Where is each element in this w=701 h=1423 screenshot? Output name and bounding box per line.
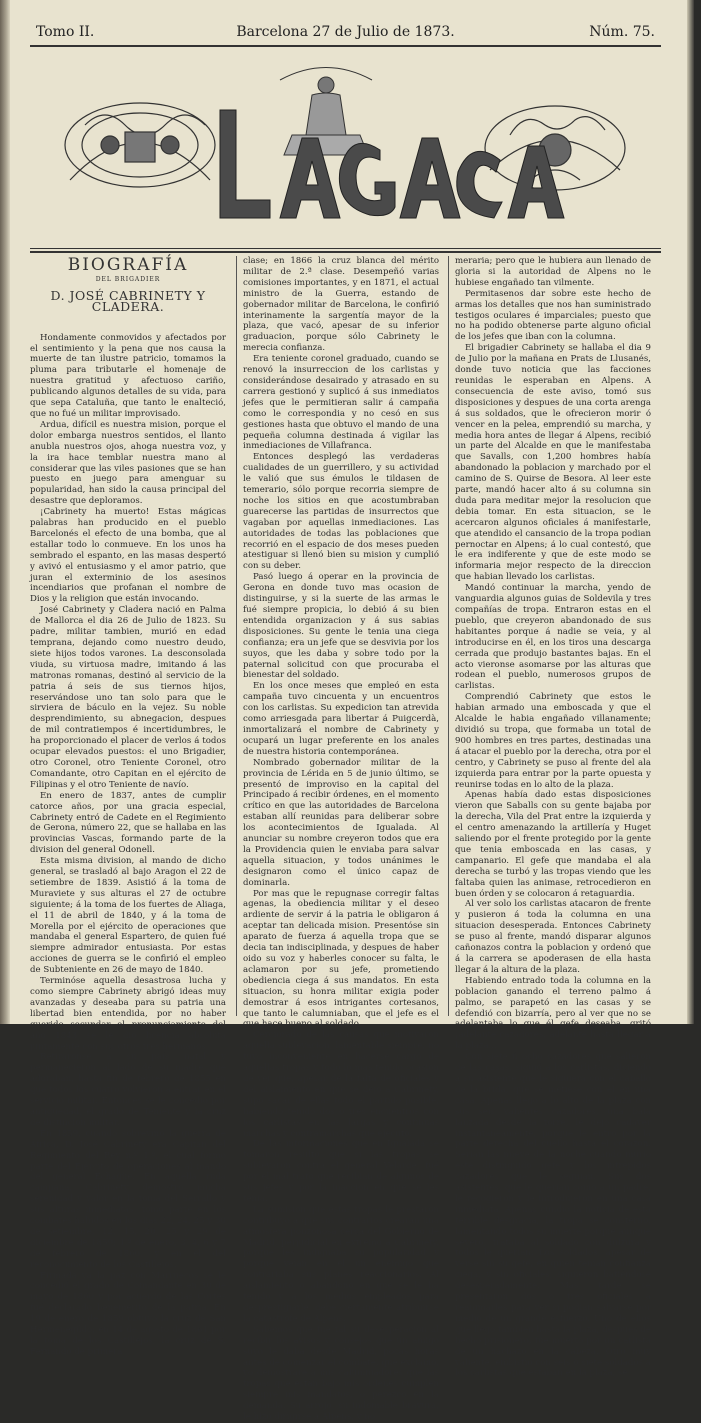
book-spine bbox=[0, 0, 10, 1024]
column-divider bbox=[448, 256, 449, 1016]
masthead-rule-thick bbox=[30, 251, 661, 253]
paragraph: En los once meses que empleó en esta campaña tuvo cincuenta y un encuentros con los carlistas. Su expedicion tan atrevida como arriesgada para libertar á Puigcerdà, inmortalizará el nombre de Cabrinety y ocupará un lugar preferente en los anales de nuestra historia contemporánea. bbox=[243, 681, 439, 757]
volume-label: Tomo II. bbox=[36, 24, 95, 40]
paragraph: ¡Cabrinety ha muerto! Estas mágicas palabras han producido en el pueblo Barcelonés el efecto de una bomba, que al estallar todo lo conmueve. En los unos ha sembrado el espanto, en las masas despertó y avivó el entusiasmo y el amor patrio, que juran el exterminio de los asesinos incendiarios que profanan el nombre de Dios y la religion que están invocando. bbox=[30, 507, 226, 605]
left-emblem-icon bbox=[65, 103, 215, 187]
masthead-rule bbox=[30, 248, 661, 249]
article-column-2 bbox=[243, 256, 439, 1423]
paragraph: Permitasenos dar sobre este hecho de armas los detalles que nos han suministrado testigos oculares é imparciales; puesto que no ha podido obtenerse parte alguno oficial de los jefes que iban con la columna. bbox=[455, 288, 651, 343]
masthead bbox=[30, 50, 661, 246]
paragraph: Hondamente conmovidos y afectados por el sentimiento y la pena que nos causa la muerte de tan ilustre patricio, tomamos la pluma para tributarle el homenaje de nuestra gratitud y afectuoso cariño, publicando algunos detalles de su vida, para que sepa Cataluña, que tanto le enalteció, que no fué un militar improvisado. bbox=[30, 332, 226, 419]
paragraph: Sabemos que fué tal su desesperacion al recibir los avisos y consejos que un amigo suyo le daba desde Madrid, pocas horas antes de comenzar el combate, que exclamó, yo demostraré á mis calumniadores que las tropas que están bajo mis órdenes cumplen siempre mis mandatos, ó perezco en la demanda. Su arrojo, su indomable bravura, le hizo dirigirse á Alpens, y no bbox=[243, 1324, 439, 1423]
paragraph: Comprendió Cabrinety que estos le habian armado una emboscada y que el Alcalde le habia engañado villanamente; dividió su tropa, que formaba un total de 900 hombres en tres partes, destinadas una á atacar el pueblo por la derecha, otra por el centro, y Cabrinety se puso al frente del ala izquierda para entrar por la parte opuesta y reunirse todas en lo alto de la plaza. bbox=[455, 692, 651, 790]
issue-date: Barcelona 27 de Julio de 1873. bbox=[236, 24, 455, 40]
paragraph: José Cabrinety y Cladera nació en Palma de Mallorca el dia 26 de Julio de 1823. Su padre, militar tambien, murió en edad temprana, dejando como nuestro deudo, siete hijos todos varones. La desconsolada viuda, su virtuosa madre, imitando á las matronas romanas, destinó al servicio de la patria á seis de sus tiernos hijos, reservándose uno tan solo para que le sirviera de báculo en la vejez. Su noble desprendimiento, su abnegacion, despues de mil contratiempos é incertidumbres, le ha proporcionado el placer de verlos á todos ocupar elevados puestos: el uno Brigadier, otro Coronel, otro Teniente Coronel, otro Comandante, otro Capitan en el ejército de Filipinas y el otro Teniente de navío. bbox=[30, 605, 226, 790]
article-subtitle: DEL BRIGADIER bbox=[95, 275, 161, 283]
paragraph: La sumision que estas tropas le prestaron contribuyó á que sus contrarios crearan una atmósfera ponzoñosa cerca del Gobierno de Madrid, perjudicial en extremo á Cabrinety, porque les indignaba su popularidad y porque veian en el un enemigo que contrariaba sus planes reaccionarios. Al aislamiento ó abandono en que se le ha tenido y á los medios empleados para desprestigiarle, debe ciertamente atribuirse la catástrofe de Alpens. bbox=[243, 1204, 439, 1324]
header-bar bbox=[30, 20, 661, 42]
article-column-3 bbox=[455, 256, 651, 1379]
paragraph: Era teniente coronel graduado, cuando se renovó la insurreccion de los carlistas y considerándose desairado y atrasado en su carrera gestionó y suplicó á sus inmediatos jefes que le permitieran salir á campaña como le correspondia y no cesó en sus gestiones hasta que obtuvo el mando de una pequeña columna destinada á vigilar las inmediaciones de Villafranca. bbox=[243, 354, 439, 452]
paragraph: meraria; pero que le hubiera aun llenado de gloria si la autoridad de Alpens no le hubiese engañado tan vilmente. bbox=[455, 256, 651, 288]
masthead-illustration bbox=[30, 50, 661, 246]
issue-number: Núm. 75. bbox=[589, 24, 655, 40]
paragraph: Cerciorado de las causas que motivaron aquella sublevacion, lamentable siempre, no tuvo inconveniente en hacerse cargo de aquellas tropas y todo lo mas tenido ocasion de ver que, apesar de la falta de oficiales y del aislamiento en que se dejó á Cabrinety, supo sacar de ellas todo el partido posible, habiendo tenido dos ó tres encuentros con los carlistas en las largas y continuas marchas y contramarchas que ejecutó. bbox=[243, 1030, 439, 1139]
paragraph: En enero de 1837, antes de cumplir catorce años, por una gracia especial, Cabrinety entró de Cadete en el Regimiento de Gerona, número 22, que se hallaba en las provincias Vascas, formando parte de la division del general Odonell. bbox=[30, 790, 226, 856]
paragraph: Habiendo entrado toda la columna en la poblacion ganando el terreno palmo á palmo, se parapetó en las casas y se defendió con bizarría, pero al ver que no se adelantaba lo que él gefe deseaba, gritó ¡adelante cazadores, adelante hasta llegar á la plaza... bbox=[455, 975, 651, 1052]
paragraph: En 1859, cuando sobrevino la guerra de África, D. José Cabrinety era Capitan del Regimiento del Rey n.º 1.º, el cual formó parte del Ejército de operaciones al mando del general Echagüe. En aquella ruda campaña, Cabrinety demostró mucha serenidad y valor en la toma del Serrallo y sus alturas inmediatas: tomó parte en los combates habidos en los dias 22, 24, 25 y 30 de setiembre, 12, 15, 20, 25 y 29 de diciembre de 1859; 1.º de enero, 3, 4, 6 y 7 de febrero de 1860, y en el del reconocimiento de los Castillejos. bbox=[30, 1128, 226, 1270]
paragraph: Entonces desplegó las verdaderas cualidades de un guerrillero, y su actividad le valió que sus émulos le tildasen de temerario, sólo porque recorria siempre de noche los sitios en que acostumbraban guarecerse las partidas de insurrectos que vagaban por aquellas inmediaciones. Las autoridades de todas las poblaciones que recorrió en el espacio de dos meses pueden atestiguar si llenó bien su mision y cumplió con su deber. bbox=[243, 452, 439, 572]
paragraph: clase; en 1866 la cruz blanca del mérito militar de 2.ª clase. Desempeñó varias comisiones importantes, y en 1871, el actual ministro de la Guerra, estando de gobernador militar de Barcelona, le confirió interinamente la sargentía mayor de la plaza, que vacó, apesar de su inferior graduacion, porque sólo Cabrinety le merecia confianza. bbox=[243, 256, 439, 354]
paragraph: Firmada ya la paz con Marruecos se le concedió el grado de Comandante en 30 de mayo de 1860 y por acuerdo de las Córtes fué declarado benemérito de la patria. En 19 de enero de 1859 obtuvo la cruz de San Hermenegildo; en 14 de agosto de 1861 por la toma de los Castillejos, la cruz de S. Fernando de primera bbox=[30, 1270, 226, 1357]
page-edge bbox=[687, 0, 694, 1024]
paragraph: Retiráronse á su país natal y permanecieron al lado de su madre que adoraban, hasta fin de febrero de 1855 en que todos los cuatro volvieron á entrar en el servicio militar. Entonces se le concedió por antigüedad, el grado de Teniente y la cruz de distincion militar. bbox=[30, 1052, 226, 1128]
header-rule bbox=[30, 45, 661, 47]
paragraph: Pasó luego á operar en la provincia de Gerona en donde tuvo mas ocasion de distinguirse, y si la suerte de las armas le fué siempre propicia, lo debió á su bien entendida organizacion y á sus sabias disposiciones. Su gente le tenia una ciega confianza; era un jefe que se desvivia por los suyos, que les daba y sobre todo por la paternal solicitud con que procuraba el bienestar del soldado. bbox=[243, 572, 439, 681]
masthead-title-art bbox=[220, 110, 564, 218]
paragraph: Con siete ú ocho cazadores que salieron de las casas, siguió á los carlistas, diciendo á su asistente que le siguiera con el caballo de la brida, que se metiese con él en una casa. Apenas llegó á lo alto de la plaza con sus seis valientes cazadores, una bala lanzada desde la torre, le dejó cadáver instantáneamente, porque le entró por la parte derecha del cuello hasta el corazon. Serian las nueve de la noche cuando murió este distinguido gefe y los intrépidos cazadores que le seguian. Sus dos asistentes, que le querian como á un padre, le recogieron y le introdujeron en una casa inmediata. Apenas cundió la noticia de esta terrible desgracia, la tropa se consternó, lamentando todos su muerte porque aunque severo, trataba al soldado con dulzura y todos le querian. Los soldados, apesar de verse sin su gefe, en quien tenian confianza ciega, y sin oficiales, siguieron batiéndose desesperadamente. Mas tarde se presentaron dos ó tres oficiales á reanimarles para ver si podian salvarse por medio de un grande esfuerzo. Uno de ellos que llegó tambien hasta la plaza, despues de hecho prisionero, fué muerto por un carlista de un hachazo en la cabeza. Otro muy valiente, embistió con seis ó siete soldados á los carlistas que estaban en la plaza, se bbox=[455, 1052, 651, 1379]
article-column-1 bbox=[30, 255, 226, 1357]
paragraph: Terminóse aquella desastrosa lucha y como siempre Cabrinety abrigó ideas muy avanzadas y deseaba para su patria una libertad bien entendida, por no haber querido secundar el pronunciamiento del año 1843 se le dió licencia absoluta juntamente con sus otros tres hermanos. bbox=[30, 976, 226, 1052]
paragraph: Esta misma division, al mando de dicho general, se trasladó al bajo Aragon el 22 de setiembre de 1839. Asistió á la toma de Muraviete y sus alturas el 27 de octubre siguiente; á la toma de los fuertes de Aliaga, el 11 de abril de 1840, y á la toma de Morella por el ejército de operaciones que mandaba el general Espartero, de quien fué siempre admirador entusiasta. Por estas acciones de guerra se le confirió el empleo de Subteniente en 26 de mayo de 1840. bbox=[30, 856, 226, 976]
paragraph: El brigadier Cabrinety se hallaba el dia 9 de Julio por la mañana en Prats de Llusanés, donde tuvo noticia que las facciones reunidas le esperaban en Alpens. A consecuencia de este aviso, tomó sus disposiciones y despues de una corta arenga á sus soldados, que le ofrecieron morir ó vencer en la pelea, emprendió su marcha, y media hora antes de llegar á Alpens, recibió un parte del Alcalde en que le manifestaba que Savalls, con 1,200 hombres había abandonado la poblacion y marchado por el camino de S. Quirse de Besora. Al leer este parte, mandó hacer alto á su columna sin duda para meditar mejor la resolucion que debia tomar. En esta situacion, se le acercaron algunos oficiales á manifestarle, que atendido el cansancio de la tropa podian pernoctar en Alpens; á lo cual contestó, que le era indiferente y que de este modo se informaria mejor respecto de la direccion que habian llevado los carlistas. bbox=[455, 343, 651, 583]
paragraph: Ardua, difícil es nuestra mision, porque el dolor embarga nuestros sentidos, el llanto anubla nuestros ojos, ahoga nuestra voz, y la ira hace temblar nuestra mano al considerar que las viles pasiones que se han puesto en juego para amenguar su popularidad, han sido la causa principal del desastre que deploramos. bbox=[30, 419, 226, 507]
paragraph: De las informaciones que en Igualada se tomaron resultó que si las tropas se sublevaron contra el general Velarde, fué por el mal trato que recibian de algunos de sus jefes y por la inaccion en que se les tenia. bbox=[243, 1139, 439, 1204]
right-emblem-icon bbox=[485, 106, 625, 190]
column-divider bbox=[236, 256, 237, 1016]
central-figure-icon bbox=[280, 68, 372, 156]
paragraph: Apenas había dado estas disposiciones vieron que Saballs con su gente bajaba por la derecha, Vila del Prat entre la izquierda y el centro amenazando la artillería y Huget saliendo por el frente protegido por la gente que tenia emboscada en las casas, y campanario. El gefe que mandaba el ala derecha se turbó y las tropas viendo que les faltaba quien las animase, retrocedieron en buen órden y se colocaron á retaguardia. bbox=[455, 790, 651, 899]
paragraph: Mandó continuar la marcha, yendo de vanguardia algunos guias de Soldevila y tres compañías de tropa. Entraron estas en el pueblo, que creyeron abandonado de sus habitantes porque á nadie se veia, y al introducirse en él, en los tiros una descarga cerrada que produjo bastantes bajas. En el acto vieronse asomarse por las alturas que rodean el pueblo, numerosos grupos de carlistas. bbox=[455, 583, 651, 692]
paragraph: Nombrado gobernador militar de la provincia de Lérida en 5 de junio último, se presentó de improviso en la capital del Principado á recibir órdenes, en el momento crítico en que las autoridades de Barcelona estaban allí reunidas para deliberar sobre los acontecimientos de Igualada. Al anunciar su nombre creyeron todos que era la Providencia quien le enviaba para salvar aquella situacion, y todos unánimes le designaron como el único capaz de dominarla. bbox=[243, 757, 439, 888]
article-name: D. JOSÉ CABRINETY Y CLADERA. bbox=[50, 287, 206, 314]
paragraph: Por mas que le repugnase corregir faltas agenas, la obediencia militar y el deseo ardiente de servir á la patria le obligaron á aceptar tan delicada mision. Presentóse sin aparato de fuerza á aquella tropa que se decia tan indisciplinada, y despues de haber oido su voz y haberles conocer su falta, le aclamaron por su jefe, prometiendo obediencia ciega á sus mandatos. En esta situacion, su honra militar exigia poder demostrar á esos intrigantes cortesanos, que tanto le calumniaban, que el jefe es el que hace bueno al soldado. bbox=[243, 888, 439, 1030]
paragraph: Al ver solo los carlistas atacaron de frente y pusieron á toda la columna en una situacion desesperada. Entonces Cabrinety se puso al frente, mandó disparar algunos cañonazos contra la poblacion y ordenó que á la carrera se apoderasen de ella hasta llegar á la altura de la plaza. bbox=[455, 899, 651, 975]
article-title: BIOGRAFÍA bbox=[67, 255, 189, 275]
